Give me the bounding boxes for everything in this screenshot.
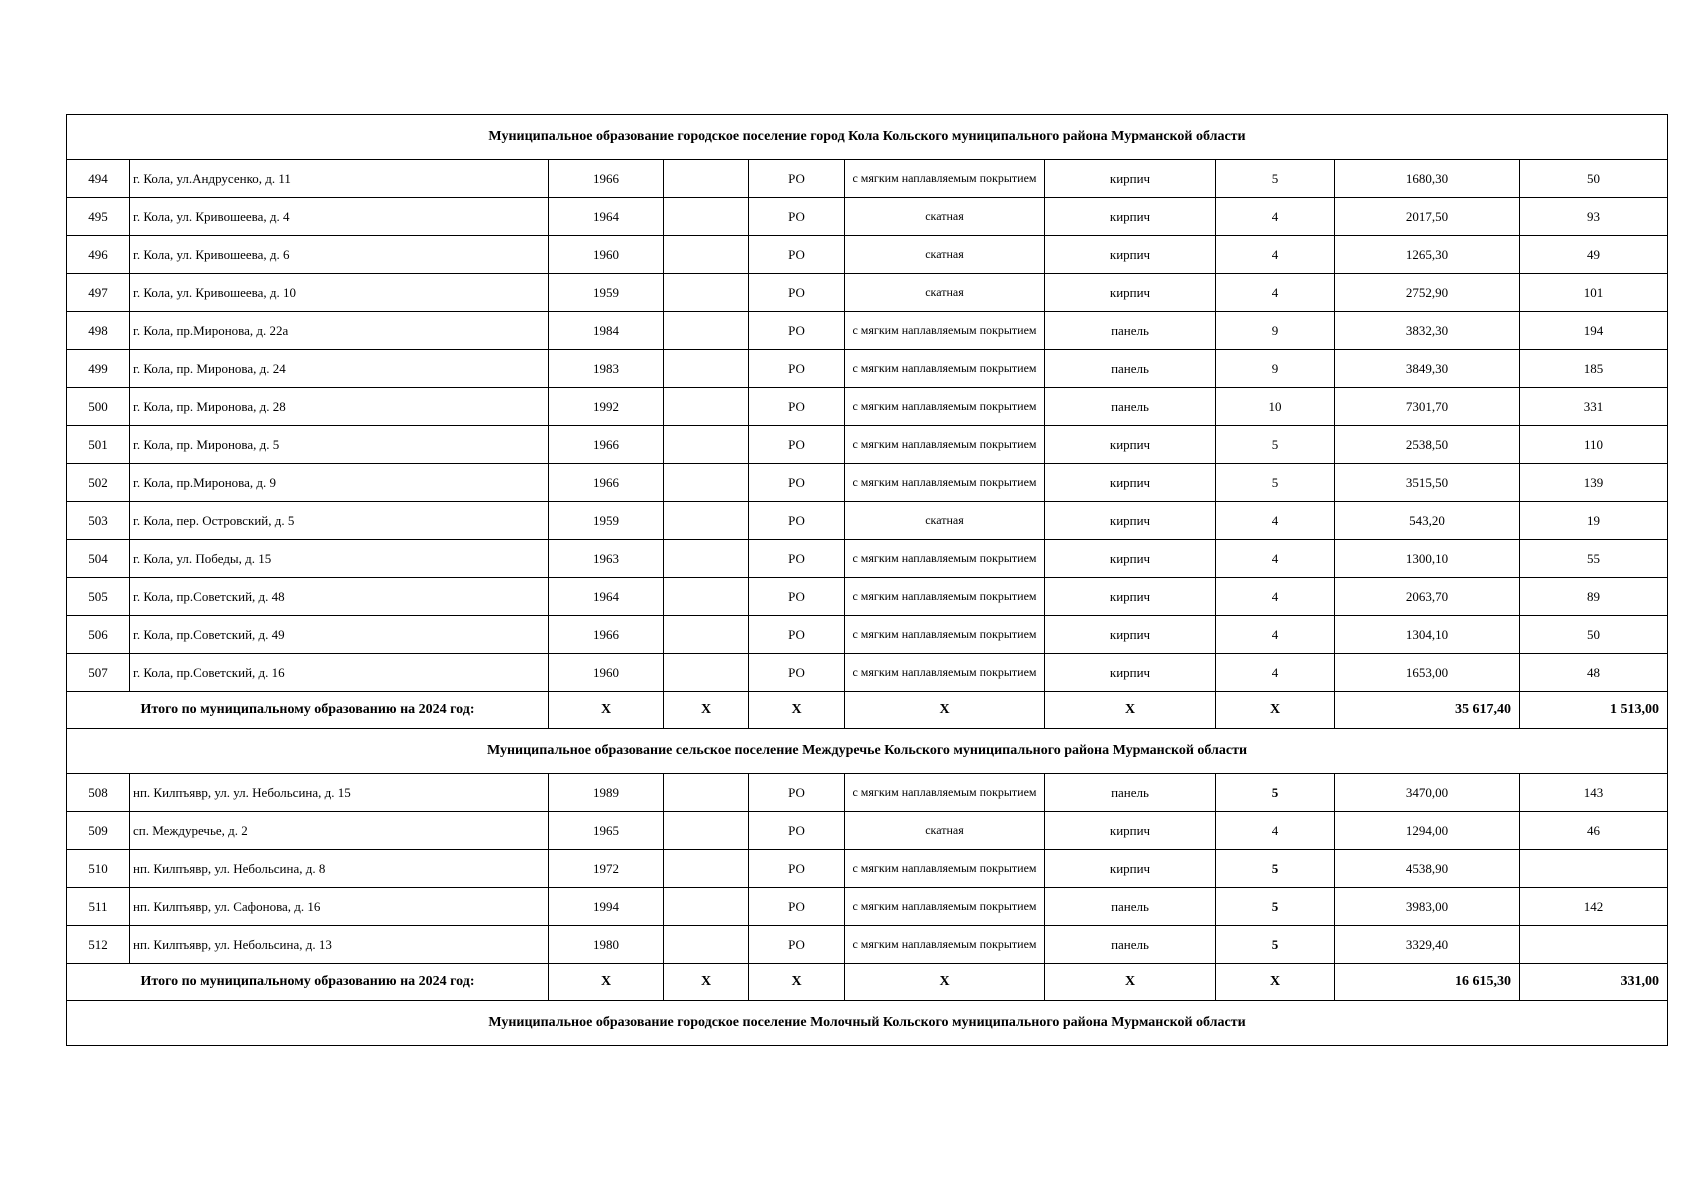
empty-cell (664, 774, 749, 812)
wall-material-cell: кирпич (1045, 236, 1216, 274)
floors-cell: 4 (1216, 616, 1335, 654)
address-cell: г. Кола, пр.Миронова, д. 9 (130, 464, 549, 502)
roof-type-cell: с мягким наплавляемым покрытием (845, 388, 1045, 426)
wall-material-cell: кирпич (1045, 812, 1216, 850)
floors-cell: 5 (1216, 926, 1335, 964)
program-cell: РО (749, 274, 845, 312)
address-cell: нп. Килпъявр, ул. ул. Небольсина, д. 15 (130, 774, 549, 812)
total-x-mark: X (549, 692, 664, 729)
program-cell: РО (749, 616, 845, 654)
empty-cell (664, 812, 749, 850)
wall-material-cell: кирпич (1045, 464, 1216, 502)
residents-cell (1520, 850, 1668, 888)
floors-cell: 4 (1216, 198, 1335, 236)
area-cell: 1300,10 (1335, 540, 1520, 578)
roof-type-cell: с мягким наплавляемым покрытием (845, 350, 1045, 388)
residents-cell (1520, 926, 1668, 964)
empty-cell (664, 654, 749, 692)
address-cell: г. Кола, пр. Миронова, д. 28 (130, 388, 549, 426)
roof-type-cell: с мягким наплавляемым покрытием (845, 926, 1045, 964)
table-row (67, 464, 1668, 502)
address-cell: г. Кола, пр.Советский, д. 49 (130, 616, 549, 654)
year-cell: 1966 (549, 426, 664, 464)
year-cell: 1984 (549, 312, 664, 350)
wall-material-cell: панель (1045, 312, 1216, 350)
residents-cell: 19 (1520, 502, 1668, 540)
address-cell: нп. Килпъявр, ул. Небольсина, д. 13 (130, 926, 549, 964)
total-x-mark: X (664, 692, 749, 729)
program-cell: РО (749, 540, 845, 578)
wall-material-cell: кирпич (1045, 616, 1216, 654)
program-cell: РО (749, 198, 845, 236)
roof-type-cell: с мягким наплавляемым покрытием (845, 774, 1045, 812)
row-number: 503 (67, 502, 130, 540)
area-cell: 3515,50 (1335, 464, 1520, 502)
housing-register-table (66, 114, 1668, 1046)
row-number: 512 (67, 926, 130, 964)
total-x-mark: X (749, 964, 845, 1001)
floors-cell: 5 (1216, 774, 1335, 812)
total-x-mark: X (1045, 964, 1216, 1001)
roof-type-cell: с мягким наплавляемым покрытием (845, 540, 1045, 578)
total-x-mark: X (1216, 964, 1335, 1001)
year-cell: 1966 (549, 616, 664, 654)
residents-cell: 50 (1520, 616, 1668, 654)
empty-cell (664, 540, 749, 578)
empty-cell (664, 426, 749, 464)
total-label: Итого по муниципальному образованию на 2024 год: (67, 692, 549, 729)
total-x-mark: X (845, 964, 1045, 1001)
year-cell: 1972 (549, 850, 664, 888)
wall-material-cell: кирпич (1045, 654, 1216, 692)
floors-cell: 9 (1216, 312, 1335, 350)
residents-cell: 142 (1520, 888, 1668, 926)
section-header-row (67, 729, 1668, 774)
total-x-mark: X (1045, 692, 1216, 729)
year-cell: 1964 (549, 198, 664, 236)
area-cell: 3832,30 (1335, 312, 1520, 350)
address-cell: г. Кола, пер. Островский, д. 5 (130, 502, 549, 540)
total-x-mark: X (1216, 692, 1335, 729)
empty-cell (664, 464, 749, 502)
table-row (67, 160, 1668, 198)
program-cell: РО (749, 388, 845, 426)
floors-cell: 10 (1216, 388, 1335, 426)
roof-type-cell: с мягким наплавляемым покрытием (845, 654, 1045, 692)
empty-cell (664, 236, 749, 274)
program-cell: РО (749, 426, 845, 464)
floors-cell: 4 (1216, 812, 1335, 850)
area-cell: 4538,90 (1335, 850, 1520, 888)
total-area: 35 617,40 (1335, 692, 1520, 729)
total-area: 16 615,30 (1335, 964, 1520, 1001)
floors-cell: 4 (1216, 540, 1335, 578)
table-row (67, 426, 1668, 464)
year-cell: 1959 (549, 502, 664, 540)
program-cell: РО (749, 578, 845, 616)
residents-cell: 331 (1520, 388, 1668, 426)
wall-material-cell: панель (1045, 774, 1216, 812)
area-cell: 2752,90 (1335, 274, 1520, 312)
roof-type-cell: скатная (845, 502, 1045, 540)
floors-cell: 4 (1216, 578, 1335, 616)
roof-type-cell: скатная (845, 198, 1045, 236)
address-cell: г. Кола, ул. Победы, д. 15 (130, 540, 549, 578)
address-cell: г. Кола, ул.Андрусенко, д. 11 (130, 160, 549, 198)
floors-cell: 4 (1216, 236, 1335, 274)
total-label: Итого по муниципальному образованию на 2024 год: (67, 964, 549, 1001)
program-cell: РО (749, 888, 845, 926)
program-cell: РО (749, 160, 845, 198)
row-number: 500 (67, 388, 130, 426)
total-x-mark: X (749, 692, 845, 729)
empty-cell (664, 502, 749, 540)
wall-material-cell: кирпич (1045, 540, 1216, 578)
roof-type-cell: с мягким наплавляемым покрытием (845, 312, 1045, 350)
area-cell: 1265,30 (1335, 236, 1520, 274)
residents-cell: 55 (1520, 540, 1668, 578)
empty-cell (664, 578, 749, 616)
program-cell: РО (749, 312, 845, 350)
year-cell: 1989 (549, 774, 664, 812)
residents-cell: 139 (1520, 464, 1668, 502)
residents-cell: 101 (1520, 274, 1668, 312)
residents-cell: 46 (1520, 812, 1668, 850)
empty-cell (664, 198, 749, 236)
address-cell: г. Кола, ул. Кривошеева, д. 10 (130, 274, 549, 312)
floors-cell: 5 (1216, 160, 1335, 198)
program-cell: РО (749, 236, 845, 274)
row-number: 509 (67, 812, 130, 850)
year-cell: 1960 (549, 654, 664, 692)
area-cell: 3849,30 (1335, 350, 1520, 388)
area-cell: 1294,00 (1335, 812, 1520, 850)
address-cell: г. Кола, пр. Миронова, д. 5 (130, 426, 549, 464)
program-cell: РО (749, 350, 845, 388)
residents-cell: 49 (1520, 236, 1668, 274)
address-cell: г. Кола, пр. Миронова, д. 24 (130, 350, 549, 388)
total-row (67, 692, 1668, 729)
floors-cell: 5 (1216, 464, 1335, 502)
table-row (67, 888, 1668, 926)
year-cell: 1966 (549, 160, 664, 198)
table-body (67, 115, 1668, 1046)
empty-cell (664, 388, 749, 426)
row-number: 501 (67, 426, 130, 464)
roof-type-cell: скатная (845, 812, 1045, 850)
year-cell: 1980 (549, 926, 664, 964)
address-cell: г. Кола, пр.Советский, д. 16 (130, 654, 549, 692)
wall-material-cell: панель (1045, 888, 1216, 926)
row-number: 505 (67, 578, 130, 616)
row-number: 499 (67, 350, 130, 388)
program-cell: РО (749, 464, 845, 502)
wall-material-cell: кирпич (1045, 850, 1216, 888)
floors-cell: 4 (1216, 274, 1335, 312)
roof-type-cell: с мягким наплавляемым покрытием (845, 464, 1045, 502)
wall-material-cell: панель (1045, 350, 1216, 388)
program-cell: РО (749, 774, 845, 812)
section-title: Муниципальное образование сельское поселение Междуречье Кольского муниципального района Мурманской области (67, 729, 1668, 774)
wall-material-cell: кирпич (1045, 578, 1216, 616)
floors-cell: 4 (1216, 502, 1335, 540)
residents-cell: 194 (1520, 312, 1668, 350)
section-title: Муниципальное образование городское поселение Молочный Кольского муниципального района Мурманской области (67, 1001, 1668, 1046)
empty-cell (664, 850, 749, 888)
residents-cell: 89 (1520, 578, 1668, 616)
residents-cell: 48 (1520, 654, 1668, 692)
area-cell: 3329,40 (1335, 926, 1520, 964)
empty-cell (664, 926, 749, 964)
section-title: Муниципальное образование городское поселение город Кола Кольского муниципального района Мурманской области (67, 115, 1668, 160)
address-cell: нп. Килпъявр, ул. Небольсина, д. 8 (130, 850, 549, 888)
total-x-mark: X (845, 692, 1045, 729)
residents-cell: 50 (1520, 160, 1668, 198)
area-cell: 3983,00 (1335, 888, 1520, 926)
area-cell: 2538,50 (1335, 426, 1520, 464)
residents-cell: 110 (1520, 426, 1668, 464)
table-row (67, 578, 1668, 616)
year-cell: 1959 (549, 274, 664, 312)
year-cell: 1964 (549, 578, 664, 616)
roof-type-cell: с мягким наплавляемым покрытием (845, 426, 1045, 464)
table-row (67, 540, 1668, 578)
area-cell: 3470,00 (1335, 774, 1520, 812)
year-cell: 1960 (549, 236, 664, 274)
table-row (67, 236, 1668, 274)
roof-type-cell: с мягким наплавляемым покрытием (845, 578, 1045, 616)
roof-type-cell: с мягким наплавляемым покрытием (845, 160, 1045, 198)
wall-material-cell: панель (1045, 388, 1216, 426)
program-cell: РО (749, 654, 845, 692)
table-row (67, 616, 1668, 654)
row-number: 504 (67, 540, 130, 578)
area-cell: 543,20 (1335, 502, 1520, 540)
residents-cell: 93 (1520, 198, 1668, 236)
section-header-row (67, 115, 1668, 160)
residents-cell: 143 (1520, 774, 1668, 812)
row-number: 494 (67, 160, 130, 198)
row-number: 508 (67, 774, 130, 812)
section-header-row (67, 1001, 1668, 1046)
empty-cell (664, 888, 749, 926)
area-cell: 1680,30 (1335, 160, 1520, 198)
row-number: 510 (67, 850, 130, 888)
year-cell: 1966 (549, 464, 664, 502)
wall-material-cell: кирпич (1045, 160, 1216, 198)
area-cell: 1653,00 (1335, 654, 1520, 692)
area-cell: 2063,70 (1335, 578, 1520, 616)
row-number: 496 (67, 236, 130, 274)
area-cell: 2017,50 (1335, 198, 1520, 236)
address-cell: г. Кола, ул. Кривошеева, д. 4 (130, 198, 549, 236)
table-row (67, 774, 1668, 812)
roof-type-cell: скатная (845, 236, 1045, 274)
wall-material-cell: панель (1045, 926, 1216, 964)
total-residents: 1 513,00 (1520, 692, 1668, 729)
floors-cell: 9 (1216, 350, 1335, 388)
table-row (67, 502, 1668, 540)
total-x-mark: X (664, 964, 749, 1001)
empty-cell (664, 350, 749, 388)
program-cell: РО (749, 502, 845, 540)
year-cell: 1992 (549, 388, 664, 426)
table-row (67, 388, 1668, 426)
roof-type-cell: с мягким наплавляемым покрытием (845, 616, 1045, 654)
program-cell: РО (749, 926, 845, 964)
year-cell: 1983 (549, 350, 664, 388)
table-row (67, 350, 1668, 388)
roof-type-cell: с мягким наплавляемым покрытием (845, 850, 1045, 888)
total-residents: 331,00 (1520, 964, 1668, 1001)
row-number: 497 (67, 274, 130, 312)
roof-type-cell: с мягким наплавляемым покрытием (845, 888, 1045, 926)
floors-cell: 5 (1216, 888, 1335, 926)
year-cell: 1963 (549, 540, 664, 578)
row-number: 511 (67, 888, 130, 926)
row-number: 498 (67, 312, 130, 350)
table-row (67, 198, 1668, 236)
year-cell: 1994 (549, 888, 664, 926)
total-row (67, 964, 1668, 1001)
empty-cell (664, 160, 749, 198)
address-cell: г. Кола, ул. Кривошеева, д. 6 (130, 236, 549, 274)
row-number: 506 (67, 616, 130, 654)
address-cell: сп. Междуречье, д. 2 (130, 812, 549, 850)
table-row (67, 850, 1668, 888)
address-cell: г. Кола, пр.Советский, д. 48 (130, 578, 549, 616)
table-row (67, 312, 1668, 350)
row-number: 502 (67, 464, 130, 502)
empty-cell (664, 274, 749, 312)
program-cell: РО (749, 850, 845, 888)
residents-cell: 185 (1520, 350, 1668, 388)
total-x-mark: X (549, 964, 664, 1001)
table-row (67, 812, 1668, 850)
floors-cell: 5 (1216, 426, 1335, 464)
floors-cell: 4 (1216, 654, 1335, 692)
program-cell: РО (749, 812, 845, 850)
table-row (67, 926, 1668, 964)
year-cell: 1965 (549, 812, 664, 850)
floors-cell: 5 (1216, 850, 1335, 888)
area-cell: 1304,10 (1335, 616, 1520, 654)
empty-cell (664, 616, 749, 654)
wall-material-cell: кирпич (1045, 274, 1216, 312)
area-cell: 7301,70 (1335, 388, 1520, 426)
wall-material-cell: кирпич (1045, 198, 1216, 236)
address-cell: г. Кола, пр.Миронова, д. 22а (130, 312, 549, 350)
address-cell: нп. Килпъявр, ул. Сафонова, д. 16 (130, 888, 549, 926)
row-number: 507 (67, 654, 130, 692)
wall-material-cell: кирпич (1045, 426, 1216, 464)
roof-type-cell: скатная (845, 274, 1045, 312)
wall-material-cell: кирпич (1045, 502, 1216, 540)
table-row (67, 274, 1668, 312)
table-row (67, 654, 1668, 692)
row-number: 495 (67, 198, 130, 236)
empty-cell (664, 312, 749, 350)
